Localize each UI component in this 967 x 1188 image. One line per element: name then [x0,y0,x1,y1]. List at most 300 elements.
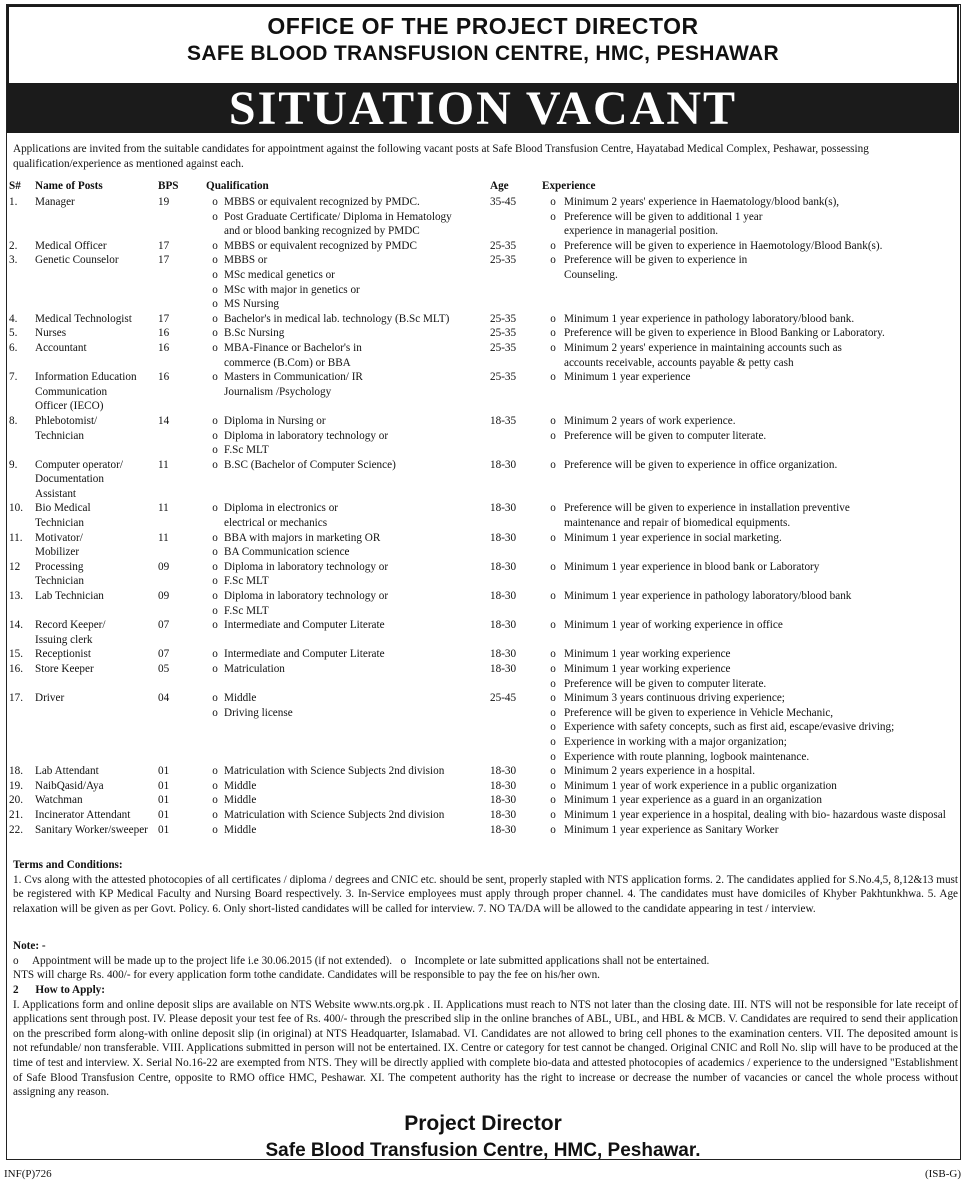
cell-age [490,501,542,530]
cell-experience [564,326,959,341]
sno-text: 13. [9,590,23,603]
post-name-line: Technician [35,429,84,442]
cell-bps [158,370,206,414]
table-row [9,501,959,530]
experience-line: Experience with route planning, logbook maintenance. [564,750,810,763]
cell-bps [158,195,206,239]
cell-post-name [35,560,158,589]
table-row [9,341,959,370]
bullet-marker: o [550,590,556,603]
cell-age [490,370,542,414]
cell-experience [564,779,959,794]
cell-sno [9,647,35,662]
table-row [9,647,959,662]
post-name-line: Bio Medical [35,502,91,515]
note-section [13,939,958,983]
cell-post-name [35,808,158,823]
bullet-marker: o [550,735,556,748]
note-line-1a: Appointment will be made up to the project life i.e 30.06.2015 (if not extended). [31,954,393,967]
cell-bps [158,589,206,618]
age-text: 18-30 [490,502,517,515]
cell-qual-bullets [206,458,224,502]
age-text: 18-30 [490,663,517,675]
cell-qualification [224,312,490,327]
experience-line: Minimum 1 year experience in social marketing. [564,531,782,544]
bps-text: 11 [158,458,169,471]
cell-age [490,341,542,370]
bullet-marker: o [550,750,556,763]
cell-post-name [35,793,158,808]
experience-line: Minimum 2 years of work experience. [564,414,736,427]
sno-text: 16. [9,663,23,675]
age-text: 18-30 [490,765,517,778]
table-row [9,195,959,239]
cell-age [490,589,542,618]
post-name-line: Medical Officer [35,239,107,252]
table-row [9,691,959,764]
bps-text: 16 [158,371,170,384]
cell-post-name [35,589,158,618]
cell-age [490,662,542,691]
age-text: 25-35 [490,327,517,340]
qualification-line: Diploma in electronics or [224,502,339,515]
table-row [9,531,959,560]
cell-experience [564,531,959,560]
cell-exp-bullets [542,253,564,311]
bullet-marker [542,224,564,239]
cell-qual-bullets [206,531,224,560]
post-name-line: Receptionist [35,648,91,661]
cell-age [490,531,542,560]
sno-text: 12 [9,560,21,573]
experience-line: experience in managerial position. [564,225,719,238]
bullet-marker: o [550,706,556,719]
cell-age [490,779,542,794]
bullet-marker: o [550,210,556,223]
sno-text: 20. [9,794,23,807]
bullet-marker: o [212,765,218,778]
cell-exp-bullets [542,341,564,370]
cell-age [490,326,542,341]
sno-text: 1. [9,196,18,208]
bullet-marker: o [212,268,218,281]
post-name-line: Lab Technician [35,590,104,603]
bullet-marker [542,516,564,531]
table-row [9,808,959,823]
sno-text: 21. [9,808,23,821]
bullet-marker: o [550,371,556,384]
cell-qualification [224,618,490,647]
cell-sno [9,239,35,254]
sno-text: 14. [9,619,23,632]
cell-qual-bullets [206,501,224,530]
experience-line: Minimum 1 year working experience [564,663,731,675]
bps-text: 07 [158,648,170,661]
cell-qual-bullets [206,647,224,662]
qualification-line: BA Communication science [224,546,350,559]
bullet-marker [542,268,564,283]
cell-qualification [224,560,490,589]
cell-exp-bullets [542,662,564,691]
qualification-line: F.Sc MLT [224,575,269,588]
bps-text: 07 [158,619,170,632]
qualification-line: Diploma in laboratory technology or [224,429,389,442]
sno-text: 6. [9,341,18,354]
bps-text: 17 [158,254,170,267]
bps-text: 11 [158,502,169,515]
cell-qualification [224,823,490,838]
cell-bps [158,808,206,823]
cell-age [490,808,542,823]
bullet-marker: o [212,546,218,559]
post-name-line: Officer (IECO) [35,400,104,413]
bps-text: 11 [158,531,169,544]
sno-text: 5. [9,327,18,340]
qualification-line: Diploma in laboratory technology or [224,560,389,573]
cell-age [490,414,542,458]
cell-age [490,764,542,779]
qualification-line: Driving license [224,706,293,719]
cell-qual-bullets [206,370,224,414]
bullet-marker: o [212,604,218,617]
cell-exp-bullets [542,823,564,838]
qualification-line: electrical or mechanics [224,517,328,530]
age-text: 18-30 [490,823,517,836]
posts-body [9,195,959,837]
bps-text: 01 [158,794,170,807]
qualification-line: MSc with major in genetics or [224,283,360,296]
cell-exp-bullets [542,647,564,662]
bullet-marker: o [212,196,218,208]
bullet-marker: o [550,196,556,208]
cell-exp-bullets [542,239,564,254]
bps-text: 01 [158,779,170,792]
cell-qual-bullets [206,662,224,691]
bullet-marker: o [212,619,218,632]
cell-experience [564,341,959,370]
post-name-line: Sanitary Worker/sweeper [35,823,148,836]
col-header-age: Age [490,180,509,192]
bullet-marker: o [212,560,218,573]
bullet-marker: o [212,371,218,384]
apply-number: 2 [13,984,19,996]
cell-bps [158,414,206,458]
bullet-marker: o [550,663,556,675]
cell-age [490,618,542,647]
experience-line: Preference will be given to experience in installation preventive [564,502,850,515]
note-line-1b: Incomplete or late submitted applications shall not be entertained. [414,954,710,967]
experience-line: Minimum 1 year working experience [564,648,731,661]
bullet-marker [206,516,224,531]
post-name-line: Phlebotomist/ [35,414,98,427]
note-line-1 [13,954,958,969]
qualification-line: Matriculation with Science Subjects 2nd division [224,808,445,821]
cell-exp-bullets [542,618,564,647]
bullet-marker: o [212,458,218,471]
cell-qualification [224,239,490,254]
cell-sno [9,560,35,589]
bullet-marker: o [212,312,218,325]
table-row [9,312,959,327]
qualification-line: F.Sc MLT [224,444,269,457]
cell-sno [9,458,35,502]
bullet-marker: o [550,808,556,821]
qualification-line: B.Sc Nursing [224,327,285,340]
experience-line: Preference will be given to experience in Blood Banking or Laboratory. [564,327,885,340]
cell-bps [158,531,206,560]
cell-qual-bullets [206,808,224,823]
bullet-marker: o [212,327,218,340]
cell-qual-bullets [206,691,224,764]
cell-exp-bullets [542,589,564,618]
cell-experience [564,414,959,458]
cell-qualification [224,691,490,764]
note-bullet-2: o [400,954,407,967]
qualification-line: MS Nursing [224,298,280,311]
sno-text: 3. [9,254,18,267]
table-header-row [9,180,959,195]
experience-line: Minimum 1 year of working experience in office [564,619,783,632]
header-block [7,5,959,133]
cell-experience [564,312,959,327]
bullet-marker: o [550,458,556,471]
cell-bps [158,764,206,779]
cell-qual-bullets [206,253,224,311]
bullet-marker: o [212,531,218,544]
cell-qualification [224,764,490,779]
experience-line: Minimum 2 years experience in a hospital. [564,765,756,778]
apply-text: I. Applications form and online deposit slips are available on NTS Website www.nts.org.pk . II. Applications must reach to NTS not later than the closing date. III. NTS will not be responsible for late receipt of applications sent through post. IV. Please deposit your test fee of Rs. 400/- through the prescribed slip in the online branches of ABL, UBL, and HBL & MCB. V. Candidates are required to send their application on the prescribed form along-with online deposit slip (in original) at NTS Headquarter, Islamabad. VI. Candidates are not allowed to bring cell phones to the examination centers. VII. The deposited amount is not refundable/ non transferable. VIII. Applications submitted in person will not be entertained. IX. Centre or category for test cannot be changed. Original CNIC and Roll No. slip will have to be produced at the time of test and interview. X. Serial No.16-22 are exempted from NTS. They will be directly applied with complete bio-data and attested photocopies of academics / experience to the undersigned "Establishment of Safe Blood Transfusion Centre, opposite to RMO office HMC, Peshawar. XI. The competent authority has the right to increase or decrease the number of vacancies or cancel the whole process without assigning any reason. [13,998,958,1099]
table-row [9,589,959,618]
qualification-line: Diploma in Nursing or [224,414,326,427]
cell-qual-bullets [206,779,224,794]
terms-heading: Terms and Conditions: [13,859,123,871]
footer-left-code: INF(P)726 [4,1168,52,1180]
table-row [9,253,959,311]
bullet-marker: o [212,239,218,252]
cell-post-name [35,414,158,458]
bps-text: 16 [158,327,170,340]
cell-qualification [224,501,490,530]
cell-sno [9,808,35,823]
cell-qual-bullets [206,414,224,458]
post-name-line: Computer operator/ [35,458,123,471]
qualification-line: Post Graduate Certificate/ Diploma in Hematology [224,210,452,223]
cell-experience [564,253,959,311]
cell-experience [564,560,959,589]
cell-bps [158,560,206,589]
table-row [9,823,959,838]
cell-experience [564,808,959,823]
table-row [9,618,959,647]
col-header-sno: S# [9,180,21,192]
bullet-marker: o [212,283,218,296]
bps-text: 09 [158,560,170,573]
cell-post-name [35,764,158,779]
cell-exp-bullets [542,560,564,589]
experience-line: Minimum 1 year experience in pathology laboratory/blood bank [564,590,852,603]
cell-experience [564,195,959,239]
table-row [9,793,959,808]
cell-bps [158,326,206,341]
office-title: OFFICE OF THE PROJECT DIRECTOR [267,13,699,39]
experience-line: maintenance and repair of biomedical equipments. [564,517,791,530]
cell-post-name [35,823,158,838]
table-row [9,326,959,341]
bullet-marker: o [550,502,556,515]
cell-experience [564,793,959,808]
bullet-marker: o [212,444,218,457]
cell-qualification [224,531,490,560]
cell-post-name [35,662,158,691]
table-row [9,662,959,691]
cell-exp-bullets [542,370,564,414]
qualification-line: Middle [224,692,257,705]
sno-text: 9. [9,458,18,471]
experience-line: Minimum 1 year experience in pathology laboratory/blood bank. [564,312,855,325]
cell-post-name [35,326,158,341]
qualification-line: Masters in Communication/ IR [224,371,363,384]
cell-post-name [35,501,158,530]
terms-text: 1. Cvs along with the attested photocopies of all certificates / diploma / degrees and CNIC etc. should be sent, properly stapled with NTS application forms. 2. The candidates applied for S.No.4,5, 8,12&13 must be registered with KP Medical Faculty and Nursing Board respectively. 3. In-Service employees must apply through proper channel. 4. The candidates must have domiciles of Khyber Pakhtunkhwa. 5. Age relaxation will be given as per Govt. Policy. 6. Only short-listed candidates will be called for interview. 7. NO TA/DA will be allowed to the candidate appearing in test / interview. [13,873,958,915]
qualification-line: BBA with majors in marketing OR [224,531,381,544]
post-name-line: Driver [35,692,65,705]
cell-bps [158,823,206,838]
bullet-marker: o [550,327,556,340]
qualification-line: MBBS or equivalent recognized by PMDC [224,239,417,252]
cell-post-name [35,239,158,254]
bps-text: 17 [158,239,170,252]
sno-text: 15. [9,648,23,661]
age-text: 18-30 [490,590,517,603]
note-heading: Note: - [13,940,46,952]
qualification-line: Diploma in laboratory technology or [224,590,389,603]
cell-qualification [224,458,490,502]
cell-qualification [224,370,490,414]
post-name-line: Manager [35,196,75,208]
banner-title: SITUATION VACANT [228,82,738,133]
post-name-line: NaibQasid/Aya [35,779,104,792]
cell-exp-bullets [542,458,564,502]
post-name-line: Incinerator Attendant [35,808,131,821]
cell-sno [9,662,35,691]
post-name-line: Record Keeper/ [35,619,106,632]
age-text: 25-35 [490,341,517,354]
bullet-marker: o [212,210,218,223]
cell-experience [564,662,959,691]
note-line-2: NTS will charge Rs. 400/- for every application form tothe candidate. Candidates will be responsible to pay the fee on his/her own. [13,969,600,982]
bullet-marker: o [212,414,218,427]
post-name-line: Lab Attendant [35,765,99,778]
table-row [9,370,959,414]
cell-qual-bullets [206,239,224,254]
cell-bps [158,239,206,254]
sno-text: 18. [9,765,23,778]
cell-qual-bullets [206,195,224,239]
bullet-marker: o [212,254,218,267]
bullet-marker: o [212,648,218,661]
qualification-line: Intermediate and Computer Literate [224,648,385,661]
cell-qualification [224,779,490,794]
age-text: 25-45 [490,692,517,705]
sno-text: 7. [9,371,18,384]
bullet-marker: o [212,502,218,515]
cell-bps [158,691,206,764]
bullet-marker: o [212,692,218,705]
qualification-line: Intermediate and Computer Literate [224,619,385,632]
post-name-line: Accountant [35,341,87,354]
bps-text: 14 [158,414,170,427]
cell-exp-bullets [542,691,564,764]
age-text: 18-30 [490,531,517,544]
cell-bps [158,501,206,530]
col-header-experience: Experience [542,180,596,192]
age-text: 18-35 [490,414,517,427]
cell-post-name [35,458,158,502]
cell-experience [564,501,959,530]
cell-post-name [35,341,158,370]
bullet-marker [542,356,564,371]
cell-exp-bullets [542,312,564,327]
sno-text: 8. [9,414,18,427]
bps-text: 01 [158,765,170,778]
experience-line: Experience with safety concepts, such as first aid, escape/evasive driving; [564,721,895,734]
table-row [9,239,959,254]
qualification-line: Bachelor's in medical lab. technology (B.Sc MLT) [224,312,450,325]
cell-exp-bullets [542,326,564,341]
cell-age [490,239,542,254]
col-header-bps: BPS [158,180,179,192]
cell-qualification [224,647,490,662]
bullet-marker [206,356,224,371]
bullet-marker: o [550,779,556,792]
apply-heading-line [13,983,958,998]
cell-sno [9,531,35,560]
cell-qual-bullets [206,618,224,647]
cell-qual-bullets [206,823,224,838]
sno-text: 22. [9,823,23,836]
cell-post-name [35,370,158,414]
bullet-marker: o [550,531,556,544]
cell-sno [9,823,35,838]
post-name-line: Watchman [35,794,83,807]
terms-section [13,858,958,916]
bps-text: 05 [158,663,170,675]
cell-sno [9,589,35,618]
signature-org: Safe Blood Transfusion Centre, HMC, Peshawar. [265,1140,701,1161]
experience-line: accounts receivable, accounts payable & petty cash [564,356,794,369]
post-name-line: Assistant [35,487,77,500]
age-text: 25-35 [490,371,517,384]
cell-bps [158,779,206,794]
table-row [9,764,959,779]
qualification-line: Middle [224,779,257,792]
cell-sno [9,253,35,311]
experience-line: Preference will be given to computer literate. [564,677,767,690]
centre-title: SAFE BLOOD TRANSFUSION CENTRE, HMC, PESHAWAR [187,42,779,65]
post-name-line: Technician [35,517,84,530]
bullet-marker: o [550,560,556,573]
cell-age [490,458,542,502]
qualification-line: F.Sc MLT [224,604,269,617]
cell-post-name [35,779,158,794]
cell-exp-bullets [542,501,564,530]
cell-qualification [224,793,490,808]
header-office [9,7,957,83]
cell-qualification [224,195,490,239]
experience-line: Preference will be given to computer literate. [564,429,767,442]
cell-age [490,195,542,239]
